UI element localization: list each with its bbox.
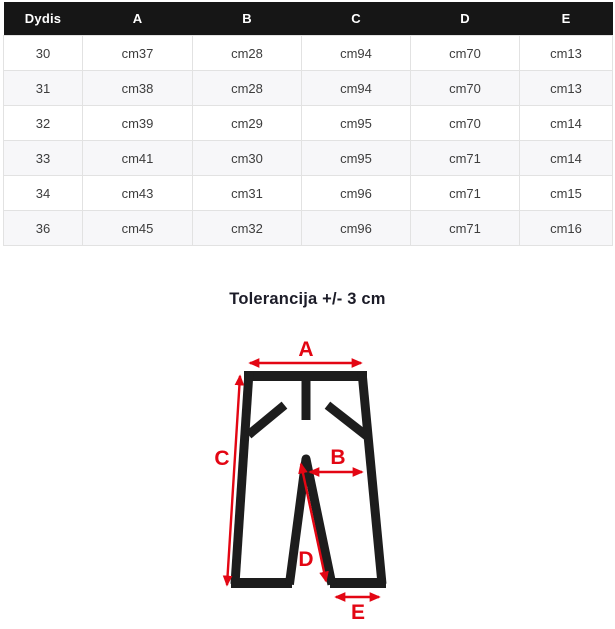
measure-cell: cm13: [520, 36, 613, 71]
size-value: 34: [4, 176, 83, 211]
measure-cell: cm30: [193, 141, 302, 176]
measure-cell: cm13: [520, 71, 613, 106]
label-b: B: [330, 446, 346, 469]
left-pocket-line: [252, 408, 281, 432]
measure-cell: cm70: [411, 106, 520, 141]
measure-cell: cm14: [520, 141, 613, 176]
measure-cell: cm95: [302, 141, 411, 176]
right-outer-edge: [362, 372, 382, 584]
measure-cell: cm32: [193, 211, 302, 246]
measure-cell: cm95: [302, 106, 411, 141]
measure-cell: cm41: [83, 141, 193, 176]
measure-cell: cm38: [83, 71, 193, 106]
column-header-e: E: [520, 2, 613, 36]
table-row-size-33: [4, 141, 613, 176]
measure-cell: cm45: [83, 211, 193, 246]
measure-cell: cm43: [83, 176, 193, 211]
measure-cell: cm16: [520, 211, 613, 246]
measure-cell: cm96: [302, 211, 411, 246]
measure-cell: cm39: [83, 106, 193, 141]
table-row-size-32: [4, 106, 613, 141]
measure-cell: cm70: [411, 36, 520, 71]
tolerance-note: Tolerancija +/- 3 cm: [229, 290, 386, 308]
label-a: A: [298, 338, 314, 361]
measure-cell: cm14: [520, 106, 613, 141]
size-value: 32: [4, 106, 83, 141]
measure-cell: cm94: [302, 36, 411, 71]
size-value: 31: [4, 71, 83, 106]
size-value: 36: [4, 211, 83, 246]
measure-cell: cm94: [302, 71, 411, 106]
size-table-header-row: [4, 2, 613, 36]
measure-cell: cm31: [193, 176, 302, 211]
measure-cell: cm28: [193, 36, 302, 71]
measure-cell: cm71: [411, 141, 520, 176]
label-d: D: [298, 548, 314, 571]
measure-cell: cm28: [193, 71, 302, 106]
right-pocket-line: [331, 408, 363, 433]
label-c: C: [214, 447, 230, 470]
size-value: 33: [4, 141, 83, 176]
measure-cell: cm71: [411, 176, 520, 211]
column-header-a: A: [83, 2, 193, 36]
table-row-size-36: [4, 211, 613, 246]
table-row-size-34: [4, 176, 613, 211]
size-value: 30: [4, 36, 83, 71]
measure-cell: cm96: [302, 176, 411, 211]
measure-cell: cm15: [520, 176, 613, 211]
size-table: [3, 2, 613, 246]
label-e: E: [350, 601, 366, 624]
measure-cell: cm70: [411, 71, 520, 106]
measure-cell: cm37: [83, 36, 193, 71]
column-header-dydis: Dydis: [4, 2, 83, 36]
column-header-b: B: [193, 2, 302, 36]
column-header-d: D: [411, 2, 520, 36]
measure-cell: cm71: [411, 211, 520, 246]
table-row-size-31: [4, 71, 613, 106]
table-row-size-30: [4, 36, 613, 71]
pants-measurement-diagram: [0, 325, 615, 629]
column-header-c: C: [302, 2, 411, 36]
measure-cell: cm29: [193, 106, 302, 141]
